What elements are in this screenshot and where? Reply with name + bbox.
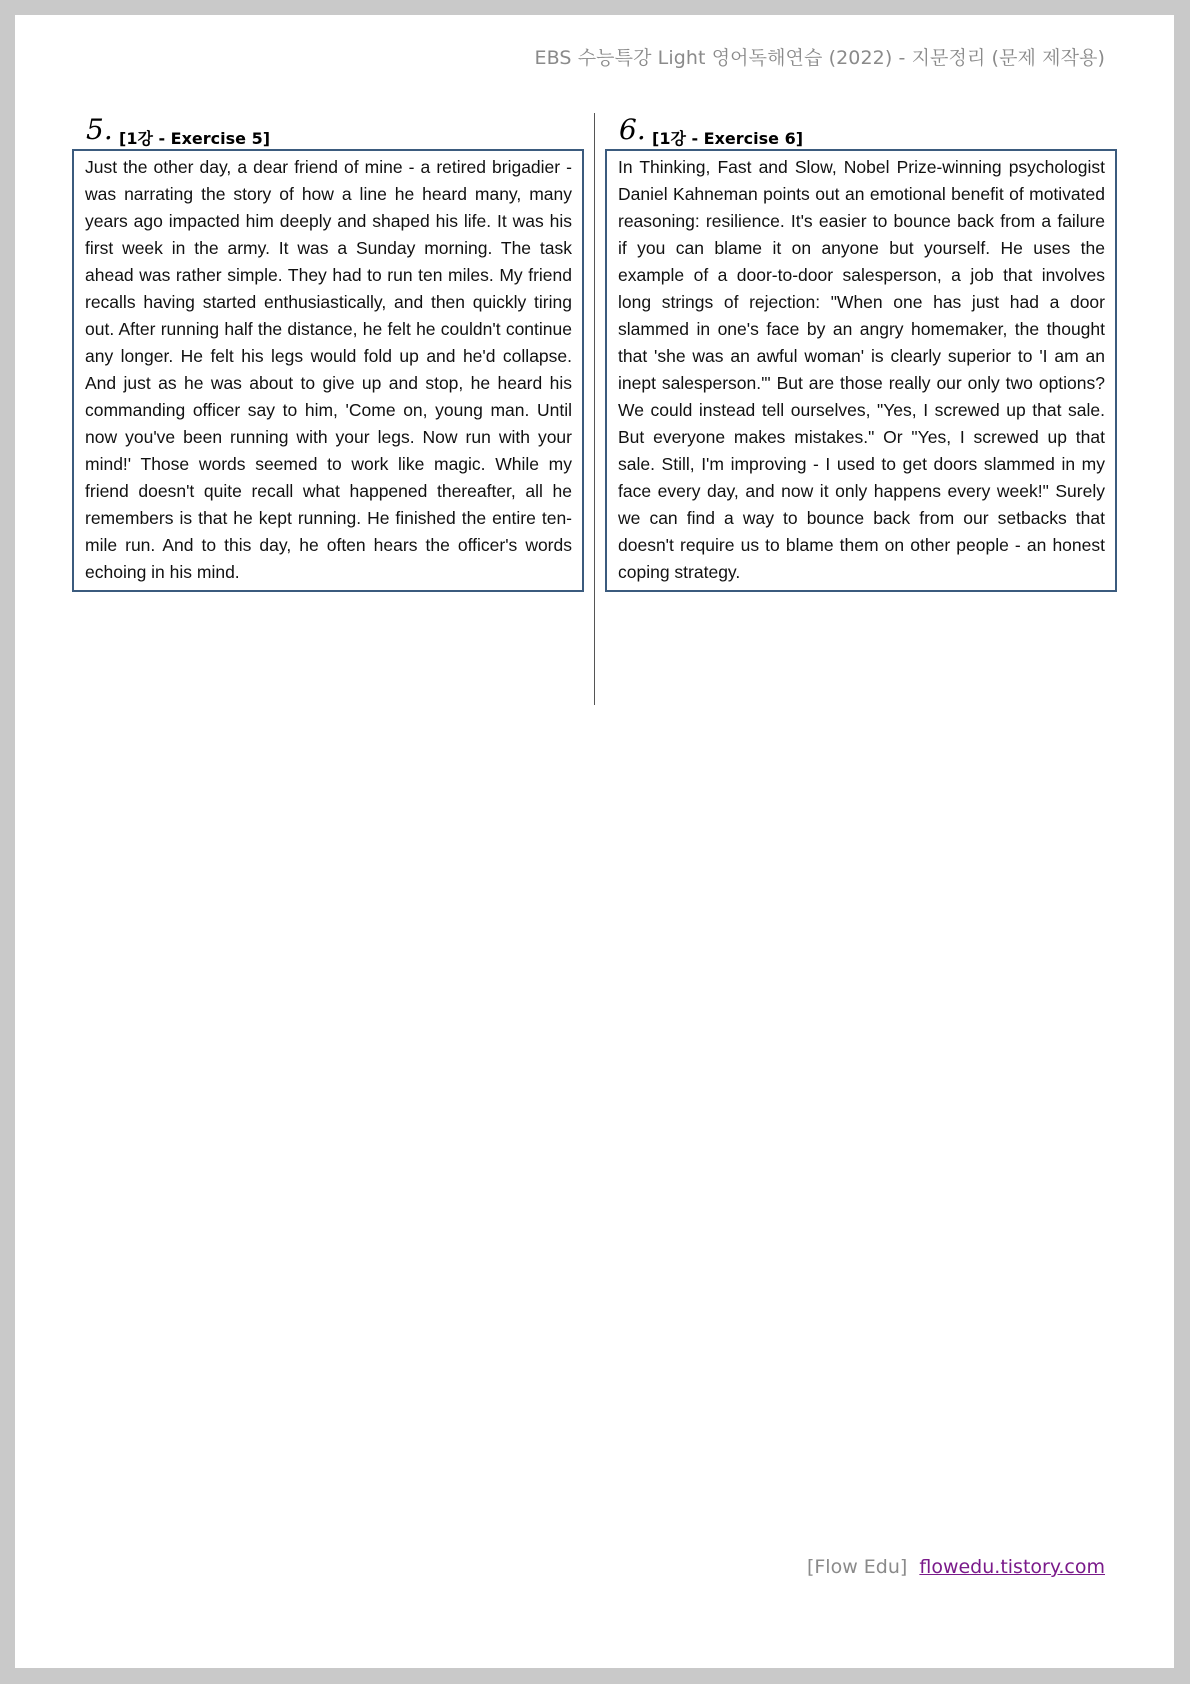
question-heading <box>605 111 1117 149</box>
column-divider <box>594 113 595 705</box>
question-label: [1강 - Exercise 5] <box>119 129 271 148</box>
page-header-title: EBS 수능특강 Light 영어독해연습 (2022) - 지문정리 (문제 제작용) <box>534 47 1105 69</box>
footer-brand: [Flow Edu] <box>806 1556 908 1578</box>
page-footer <box>807 1556 1105 1578</box>
question-block-5 <box>72 111 584 592</box>
passage-box <box>605 149 1117 592</box>
question-number: 6. <box>619 113 646 146</box>
passage-box <box>72 149 584 592</box>
passage-text: In Thinking, Fast and Slow, Nobel Prize-winning psychologist Daniel Kahneman points out an emotional benefit of motivated reasoning: resilience. It's easier to bounce back from a failure if you can blame it on anyone but yourself. He uses the example of a door-to-door salesperson, a job that involves long strings of rejection: "When one has just had a door slammed in one's face by an angry homemaker, the thought that 'she was an awful woman' is clearly superior to 'I am an inept salesperson.'" But are those really our only two options? We could instead tell ourselves, "Yes, I screwed up that sale. But everyone makes mistakes." Or "Yes, I screwed up that sale. Still, I'm improving - I used to get doors slammed in my face every day, and now it only happens every week!" Surely we can find a way to bounce back from our setbacks that doesn't require us to blame them on other people - an honest coping strategy. <box>618 157 1105 582</box>
footer-link[interactable]: flowedu.tistory.com <box>919 1556 1105 1578</box>
question-label: [1강 - Exercise 6] <box>652 129 804 148</box>
document-page <box>15 15 1174 1668</box>
question-block-6 <box>605 111 1117 592</box>
question-number: 5. <box>86 113 113 146</box>
question-heading <box>72 111 584 149</box>
passage-text: Just the other day, a dear friend of mine - a retired brigadier - was narrating the story of how a line he heard many, many years ago impacted him deeply and shaped his life. It was his first week in the army. It was a Sunday morning. The task ahead was rather simple. They had to run ten miles. My friend recalls having started enthusiastically, and then quickly tiring out. After running half the distance, he felt he couldn't continue any longer. He felt his legs would fold up and he'd collapse. And just as he was about to give up and stop, he heard his commanding officer say to him, 'Come on, young man. Until now you've been running with your legs. Now run with your mind!' Those words seemed to work like magic. While my friend doesn't quite recall what happened thereafter, all he remembers is that he kept running. He finished the entire ten-mile run. And to this day, he often hears the officer's words echoing in his mind. <box>85 157 572 582</box>
